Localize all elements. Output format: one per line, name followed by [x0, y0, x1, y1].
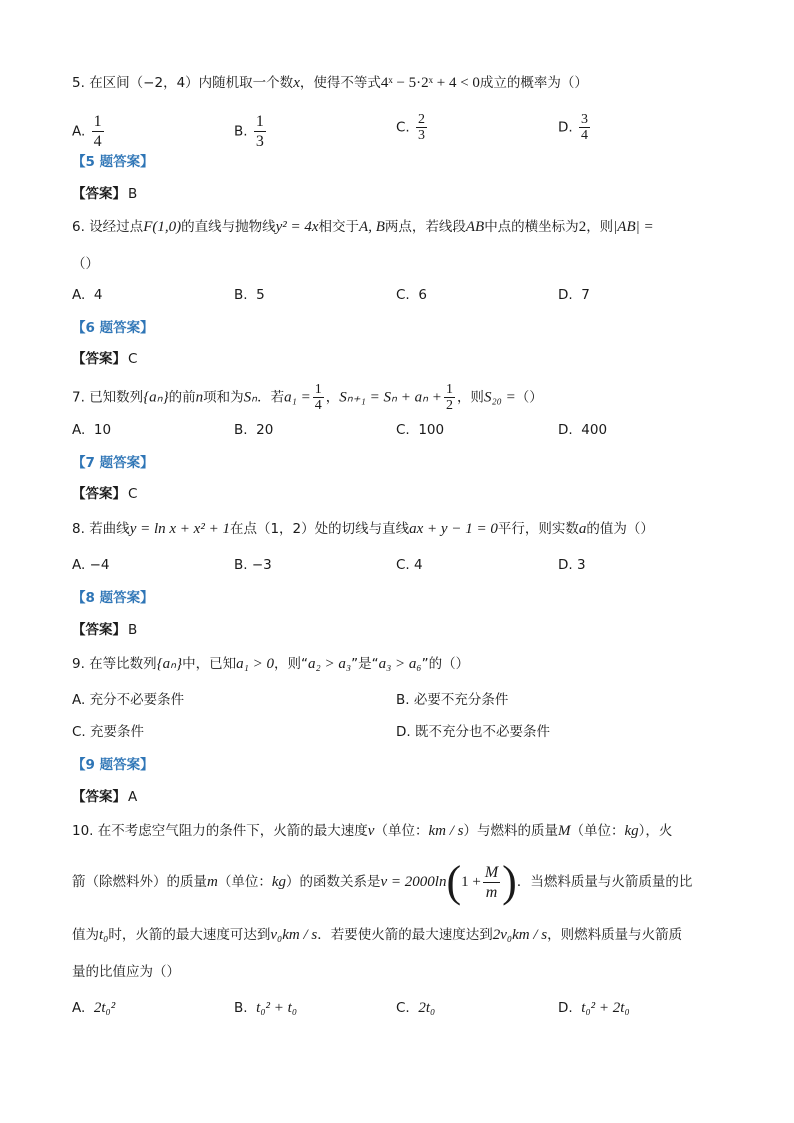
answer-section-6: 【6 题答案】 [72, 320, 154, 336]
question-text: 箭（除燃料外）的质量 [72, 874, 207, 890]
question-text: ， [325, 389, 340, 406]
math-q: a₃ > a₆ [378, 656, 422, 672]
option-b[interactable] [234, 284, 265, 306]
math-unit: kg [271, 874, 287, 890]
fraction [416, 112, 427, 143]
paren-left: ( [446, 857, 462, 906]
question-text: ，使得不等式 [299, 75, 381, 91]
question-text: 已知数列 [89, 389, 144, 406]
option-value: −3 [251, 557, 272, 573]
question-text: 中点的横坐标为 [484, 219, 579, 235]
option-d[interactable] [558, 554, 586, 576]
option-label: B. [234, 1000, 248, 1016]
math-value: 2v₀km / s [492, 927, 548, 943]
question-text: 的前 [168, 389, 196, 406]
option-label: C. [396, 1000, 410, 1016]
math-var: a [578, 521, 587, 537]
option-value: t₀² + 2t₀ [581, 1000, 630, 1016]
math-parabola: y² = 4x [275, 219, 319, 235]
math-s20: S₂₀ = [483, 389, 516, 406]
math-segment: AB [465, 219, 485, 235]
math-seq: {aₙ} [156, 656, 183, 672]
question-number: 5. [72, 75, 85, 91]
option-d[interactable] [558, 419, 607, 441]
option-label: C. [396, 557, 410, 573]
question-text: 中，已知 [182, 656, 237, 672]
answer-7 [72, 482, 137, 502]
question-number: 7. [72, 389, 85, 406]
option-value: 3 [576, 557, 586, 573]
option-value: 既不充分也不必要条件 [414, 724, 550, 740]
math-inequality: 4ˣ − 5·2ˣ + 4 < 0 [380, 75, 480, 91]
question-6 [72, 216, 734, 238]
option-label: C. [72, 724, 86, 740]
question-text: ）的函数关系是 [286, 874, 381, 890]
math-p: a₂ > a₃ [308, 656, 352, 672]
answer-section-9: 【9 题答案】 [72, 757, 154, 773]
question-text: （单位： [374, 823, 429, 839]
fraction [313, 382, 324, 413]
answer-6 [72, 347, 137, 367]
fraction [579, 112, 590, 143]
option-label: D. [558, 287, 573, 303]
question-text: ，则 [586, 219, 614, 235]
question-number: 6. [72, 219, 85, 235]
option-label: B. [234, 557, 248, 573]
option-label: A. [72, 557, 86, 573]
question-text: 的值为（） [586, 521, 654, 537]
question-text: 值为 [72, 927, 99, 943]
option-value: 20 [256, 422, 274, 438]
math-var: n [195, 389, 204, 406]
question-text: ），火 [638, 823, 673, 839]
math-formula: 1 + [461, 874, 481, 890]
answer-value: B [128, 622, 138, 638]
question-text: （单位： [217, 874, 272, 890]
question-text: 在点（1，2）处的切线与直线 [229, 521, 410, 537]
question-7 [72, 382, 734, 413]
question-text: 的直线与抛物线 [181, 219, 276, 235]
option-label: C. [396, 422, 410, 438]
options-8 [72, 554, 734, 576]
question-text: 在等比数列 [89, 656, 157, 672]
question-9 [72, 653, 734, 675]
fraction-num: 1 [255, 113, 264, 130]
option-a[interactable] [72, 284, 102, 306]
option-label: D. [558, 1000, 573, 1016]
option-b[interactable] [234, 997, 297, 1019]
option-label: D. [558, 422, 573, 438]
answer-value: C [128, 351, 138, 367]
math-var: t₀ [99, 927, 109, 943]
option-value: t₀² + t₀ [256, 1000, 298, 1016]
option-value: 10 [93, 422, 112, 438]
answer-5 [72, 182, 137, 202]
option-c[interactable] [396, 112, 429, 143]
math-recurrence: Sₙ₊₁ = Sₙ + aₙ + [339, 389, 442, 406]
option-label: C. [396, 119, 410, 136]
answer-label: 【答案】 [72, 789, 126, 805]
question-text: 在不考虑空气阻力的条件下，火箭的最大速度 [97, 823, 368, 839]
fraction [254, 112, 266, 151]
option-value: 7 [581, 287, 590, 303]
answer-section-5: 【5 题答案】 [72, 154, 154, 170]
math-unit: km / s [428, 823, 464, 839]
math-points: A, B [359, 219, 385, 235]
question-10-line1 [72, 820, 734, 842]
options-9-row1 [72, 689, 734, 711]
math-value: 2 [578, 219, 587, 235]
question-text: 平行，则实数 [497, 521, 579, 537]
option-b[interactable] [234, 554, 272, 576]
fraction-den: m [485, 883, 498, 901]
fraction-den: 3 [255, 133, 264, 150]
question-text: 项和为 [203, 389, 244, 406]
question-6-line2: （） [72, 256, 99, 272]
question-number: 8. [72, 521, 85, 537]
answer-label: 【答案】 [72, 186, 126, 202]
option-c[interactable] [396, 997, 435, 1019]
option-label: C. [396, 287, 410, 303]
question-text: 成立的概率为（） [479, 75, 588, 91]
question-text: ．若要使火箭的最大速度达到 [317, 927, 493, 943]
option-b[interactable] [396, 689, 508, 711]
fraction [444, 382, 455, 413]
answer-value: C [128, 486, 138, 502]
question-text: 在区间（−2，4）内随机取一个数 [89, 75, 294, 91]
option-c[interactable] [72, 721, 144, 743]
option-label: A. [72, 287, 86, 303]
fraction-num: M [484, 863, 499, 881]
answer-label: 【答案】 [72, 622, 126, 638]
math-curve: y = ln x + x² + 1 [129, 521, 230, 537]
question-text: 相交于 [318, 219, 360, 235]
option-c[interactable] [396, 554, 423, 576]
fraction [92, 112, 104, 151]
option-a[interactable] [72, 419, 111, 441]
math-var: m [207, 874, 218, 890]
option-label: A. [72, 123, 86, 140]
math-line: ax + y − 1 = 0 [409, 521, 498, 537]
option-value: −4 [89, 557, 110, 573]
question-text: ．若 [257, 389, 285, 406]
question-text: ，则 [456, 389, 484, 406]
question-number: 9. [72, 656, 85, 672]
option-value: 充分不必要条件 [89, 692, 185, 708]
answer-value: A [128, 789, 138, 805]
question-text: 若曲线 [89, 521, 130, 537]
fraction [483, 863, 500, 902]
question-text: 时，火箭的最大速度可达到 [108, 927, 271, 943]
question-text: ）与燃料的质量 [463, 823, 558, 839]
answer-section-7: 【7 题答案】 [72, 455, 154, 471]
option-b[interactable] [234, 419, 273, 441]
answer-label: 【答案】 [72, 351, 126, 367]
question-text: ．当燃料质量与火箭质量的比 [516, 874, 693, 890]
answer-8 [72, 618, 137, 638]
option-d[interactable] [558, 112, 592, 143]
fraction-den: 3 [418, 128, 426, 143]
fraction-den: 4 [580, 128, 588, 143]
math-seq: {aₙ} [143, 389, 169, 406]
math-sn: Sₙ [243, 389, 258, 406]
option-value: 4 [93, 287, 103, 303]
math-var: v [367, 823, 375, 839]
fraction-den: 2 [445, 398, 453, 413]
option-value: 100 [418, 422, 445, 438]
option-label: D. [558, 119, 573, 136]
option-a[interactable] [72, 554, 110, 576]
question-text: ，则燃料质量与火箭质 [547, 927, 683, 943]
question-text: ，则“ [274, 656, 309, 672]
question-10-line3 [72, 924, 734, 946]
math-a1: a₁ = [284, 389, 311, 406]
option-d[interactable] [396, 721, 550, 743]
option-a[interactable] [72, 112, 106, 151]
answer-9 [72, 785, 137, 805]
options-10 [72, 997, 734, 1019]
options-9-row2 [72, 721, 734, 743]
fraction-num: 1 [445, 382, 453, 397]
option-value: 4 [414, 557, 423, 573]
option-a[interactable] [72, 689, 184, 711]
options-6 [72, 284, 734, 306]
question-text: ”是“ [351, 656, 379, 672]
question-text: （单位： [570, 823, 625, 839]
option-value: 6 [418, 287, 427, 303]
option-label: A. [72, 422, 86, 438]
option-label: B. [234, 123, 248, 140]
option-value: 充要条件 [90, 724, 145, 740]
option-value: 400 [581, 422, 608, 438]
options-5 [72, 112, 734, 150]
question-8 [72, 518, 734, 540]
option-value: 2t₀ [418, 1000, 436, 1016]
answer-value: B [128, 186, 138, 202]
option-value: 5 [256, 287, 265, 303]
option-label: A. [72, 692, 86, 708]
option-label: D. [396, 724, 411, 740]
paren-right: ) [502, 857, 517, 906]
option-label: D. [558, 557, 573, 573]
math-var: M [557, 823, 571, 839]
fraction-num: 3 [580, 112, 588, 127]
math-formula: v = 2000ln [380, 874, 447, 890]
question-text: （） [515, 389, 543, 406]
option-c[interactable] [396, 419, 444, 441]
option-d[interactable] [558, 284, 590, 306]
option-label: A. [72, 1000, 86, 1016]
option-a[interactable] [72, 997, 115, 1019]
question-number: 10. [72, 823, 94, 839]
math-point: F(1,0) [143, 219, 182, 235]
math-var: x [293, 75, 300, 91]
fraction-den: 4 [314, 398, 322, 413]
fraction-num: 1 [93, 113, 102, 130]
option-value: 必要不充分条件 [413, 692, 509, 708]
option-d[interactable] [558, 997, 630, 1019]
question-text: 两点，若线段 [384, 219, 466, 235]
option-b[interactable] [234, 112, 268, 151]
answer-section-8: 【8 题答案】 [72, 590, 154, 606]
option-label: B. [234, 287, 248, 303]
question-text: ”的（） [421, 656, 470, 672]
question-5 [72, 72, 734, 94]
math-cond: a₁ > 0 [236, 656, 275, 672]
options-7 [72, 419, 734, 441]
fraction-den: 4 [93, 133, 102, 150]
math-value: v₀km / s [270, 927, 318, 943]
option-value: 2t₀² [93, 1000, 116, 1016]
option-label: B. [234, 422, 248, 438]
math-abs: |AB| = [613, 219, 654, 235]
fraction-num: 2 [418, 112, 426, 127]
option-c[interactable] [396, 284, 427, 306]
question-10-line2 [72, 857, 734, 906]
option-label: B. [396, 692, 410, 708]
question-10-line4: 量的比值应为（） [72, 964, 180, 980]
answer-label: 【答案】 [72, 486, 126, 502]
question-text: 设经过点 [89, 219, 144, 235]
math-unit: kg [624, 823, 639, 839]
fraction-num: 1 [314, 382, 322, 397]
